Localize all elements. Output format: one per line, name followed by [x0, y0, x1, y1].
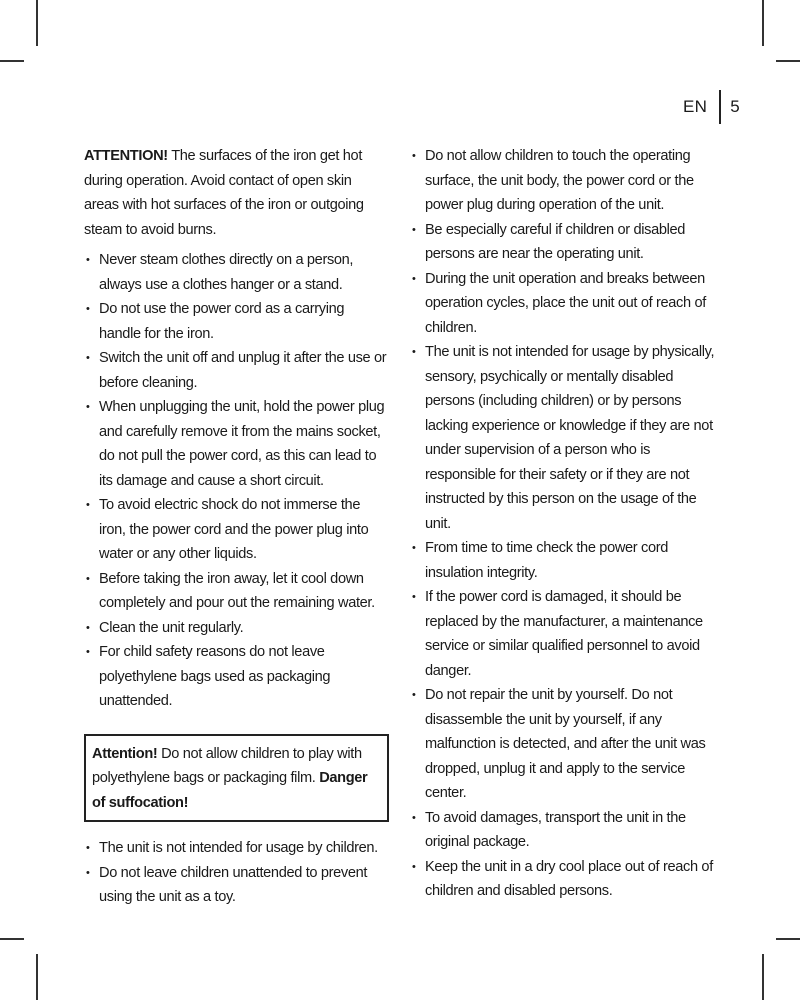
list-item: • The unit is not intended for usage by physically, sensory, psychically or mentally disabled persons (including children) or by persons lacking experience or knowledge if they are not under supervision of a person who is responsible for their safety or if they are not instructed by this person on the usage of the unit. — [410, 340, 715, 536]
page-header — [683, 90, 740, 124]
list-item: • To avoid damages, transport the unit in the original package. — [410, 806, 715, 855]
suffocation-warning-box — [84, 734, 389, 823]
warning-danger: Danger of suffocation! — [92, 770, 368, 811]
page-number: 5 — [730, 97, 740, 116]
crop-mark-bottom-left-horizontal — [0, 938, 24, 940]
list-item: • For child safety reasons do not leave polyethylene bags used as packaging unattended. — [84, 640, 389, 714]
warning-text: Do not allow children to play with polyethylene bags or packaging film. — [92, 745, 362, 786]
list-item: • From time to time check the power cord insulation integrity. — [410, 536, 715, 585]
crop-mark-bottom-right-vertical — [762, 954, 764, 1000]
crop-mark-top-left-horizontal — [0, 60, 24, 62]
list-item: • Do not leave children unattended to prevent using the unit as a toy. — [84, 861, 389, 910]
list-item: • Clean the unit regularly. — [84, 616, 389, 641]
attention-text: The surfaces of the iron get hot during operation. Avoid contact of open skin areas with hot surfaces of the iron or outgoing steam to avoid burns. — [84, 148, 364, 238]
warning-label: Attention! — [92, 745, 158, 762]
list-item: • Never steam clothes directly on a person, always use a clothes hanger or a stand. — [84, 248, 389, 297]
list-item: • Keep the unit in a dry cool place out of reach of children and disabled persons. — [410, 855, 715, 904]
list-item: • If the power cord is damaged, it should be replaced by the manufacturer, a maintenance service or similar qualified personnel to avoid danger. — [410, 585, 715, 683]
right-column — [410, 144, 715, 904]
attention-label: ATTENTION! — [84, 148, 168, 164]
attention-paragraph — [84, 144, 389, 242]
list-item: • When unplugging the unit, hold the power plug and carefully remove it from the mains socket, do not pull the power cord, as this can lead to its damage and cause a short circuit. — [84, 395, 389, 493]
list-item: • Switch the unit off and unplug it after the use or before cleaning. — [84, 346, 389, 395]
safety-list-right — [410, 144, 715, 904]
list-item: • Do not use the power cord as a carrying handle for the iron. — [84, 297, 389, 346]
crop-mark-bottom-left-vertical — [36, 954, 38, 1000]
safety-list-left — [84, 248, 389, 714]
list-item: • During the unit operation and breaks between operation cycles, place the unit out of reach of children. — [410, 267, 715, 341]
list-item: • To avoid electric shock do not immerse the iron, the power cord and the power plug into water or any other liquids. — [84, 493, 389, 567]
list-item: • Do not repair the unit by yourself. Do not disassemble the unit by yourself, if any malfunction is detected, and after the unit was dropped, unplug it and apply to the service center. — [410, 683, 715, 806]
children-list — [84, 836, 389, 910]
crop-mark-top-right-vertical — [762, 0, 764, 46]
list-item: • Be especially careful if children or disabled persons are near the operating unit. — [410, 218, 715, 267]
crop-mark-top-left-vertical — [36, 0, 38, 46]
list-item: • Before taking the iron away, let it cool down completely and pour out the remaining water. — [84, 567, 389, 616]
list-item: • Do not allow children to touch the operating surface, the unit body, the power cord or the power plug during operation of the unit. — [410, 144, 715, 218]
left-column — [84, 144, 389, 910]
crop-mark-top-right-horizontal — [776, 60, 800, 62]
language-code: EN — [683, 97, 708, 116]
list-item: • The unit is not intended for usage by children. — [84, 836, 389, 861]
crop-mark-bottom-right-horizontal — [776, 938, 800, 940]
